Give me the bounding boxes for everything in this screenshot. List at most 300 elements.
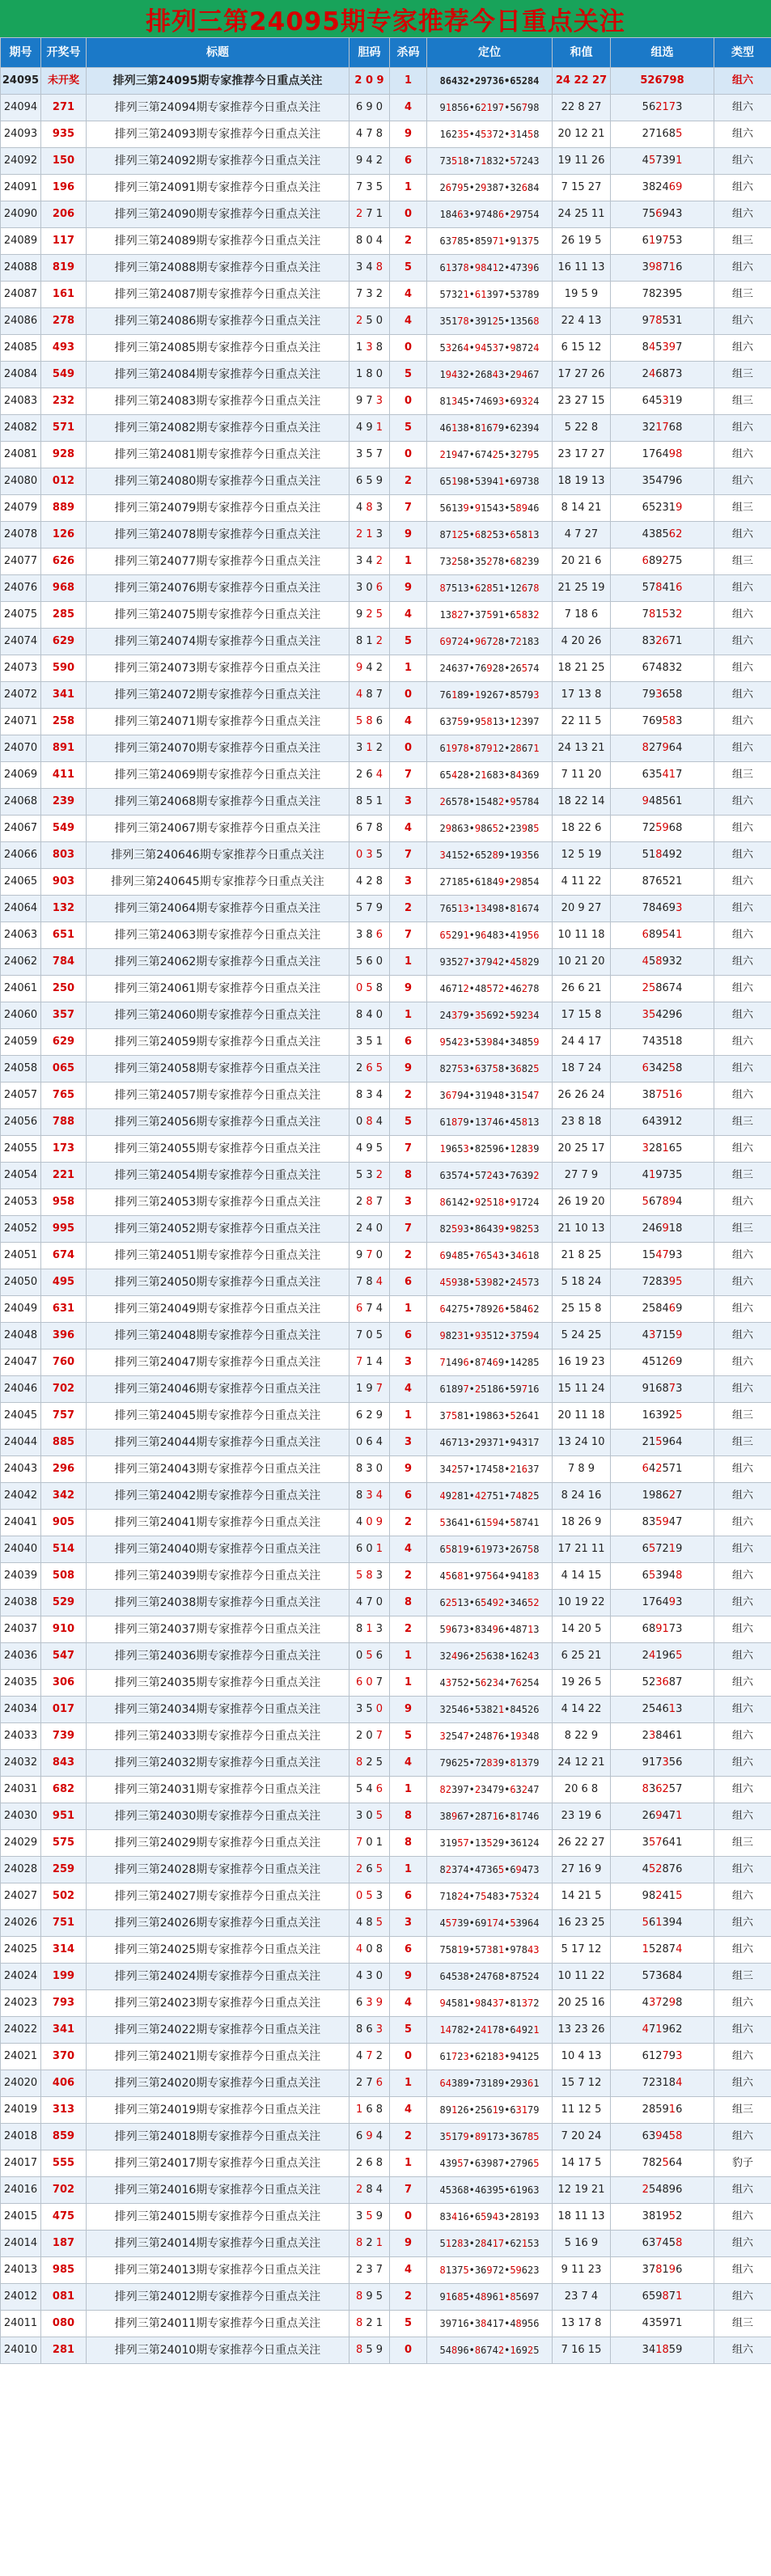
cell-sum: 4 20 26 xyxy=(553,629,611,655)
cell-sum: 13 23 26 xyxy=(553,2017,611,2044)
cell-issue: 24042 xyxy=(1,1483,41,1510)
cell-kill: 0 xyxy=(390,682,427,709)
cell-kill: 8 xyxy=(390,1830,427,1857)
cell-group: 689275 xyxy=(611,549,714,575)
cell-position: 62513•65492•34652 xyxy=(427,1590,553,1616)
cell-title[interactable]: 排列三第24040期专家推荐今日重点关注 xyxy=(87,1536,349,1563)
cell-title[interactable]: 排列三第24039期专家推荐今日重点关注 xyxy=(87,1563,349,1590)
cell-dan: 6 3 9 xyxy=(349,1990,390,2017)
cell-title[interactable]: 排列三第24038期专家推荐今日重点关注 xyxy=(87,1590,349,1616)
cell-title[interactable]: 排列三第24071期专家推荐今日重点关注 xyxy=(87,709,349,735)
cell-kill: 9 xyxy=(390,1056,427,1083)
cell-position: 76513•13498•81674 xyxy=(427,896,553,922)
cell-group: 271685 xyxy=(611,121,714,148)
cell-position: 53641•61594•58741 xyxy=(427,1510,553,1536)
cell-sum: 13 24 10 xyxy=(553,1430,611,1456)
cell-title[interactable]: 排列三第24010期专家推荐今日重点关注 xyxy=(87,2337,349,2364)
cell-issue: 24064 xyxy=(1,896,41,922)
col-header-group: 组选 xyxy=(611,38,714,68)
cell-position: 65198•53941•69738 xyxy=(427,468,553,495)
cell-kill: 6 xyxy=(390,1029,427,1056)
cell-winning: 968 xyxy=(41,575,87,602)
cell-type: 组六 xyxy=(714,1002,771,1029)
cell-kill: 9 xyxy=(390,522,427,549)
cell-title[interactable]: 排列三第24024期专家推荐今日重点关注 xyxy=(87,1964,349,1990)
cell-type: 组六 xyxy=(714,2204,771,2231)
cell-issue: 24040 xyxy=(1,1536,41,1563)
cell-dan: 2 3 7 xyxy=(349,2257,390,2284)
table-row xyxy=(1,1376,771,1403)
table-row xyxy=(1,1990,771,2017)
table-row xyxy=(1,1510,771,1536)
cell-issue: 24037 xyxy=(1,1616,41,1643)
cell-title[interactable]: 排列三第24085期专家推荐今日重点关注 xyxy=(87,335,349,362)
table-row xyxy=(1,2337,771,2364)
cell-title[interactable]: 排列三第24087期专家推荐今日重点关注 xyxy=(87,282,349,308)
cell-title[interactable]: 排列三第24070期专家推荐今日重点关注 xyxy=(87,735,349,762)
cell-title[interactable]: 排列三第24031期专家推荐今日重点关注 xyxy=(87,1777,349,1803)
cell-title[interactable]: 排列三第24061期专家推荐今日重点关注 xyxy=(87,976,349,1002)
cell-sum: 18 7 24 xyxy=(553,1056,611,1083)
cell-winning: 未开奖 xyxy=(41,68,87,95)
cell-winning: 682 xyxy=(41,1777,87,1803)
table-row xyxy=(1,1269,771,1296)
cell-winning: 475 xyxy=(41,2204,87,2231)
cell-title[interactable]: 排列三第24026期专家推荐今日重点关注 xyxy=(87,1910,349,1937)
cell-group: 653948 xyxy=(611,1563,714,1590)
cell-title[interactable]: 排列三第24027期专家推荐今日重点关注 xyxy=(87,1883,349,1910)
cell-sum: 14 21 5 xyxy=(553,1883,611,1910)
cell-title[interactable]: 排列三第24043期专家推荐今日重点关注 xyxy=(87,1456,349,1483)
cell-title[interactable]: 排列三第24048期专家推荐今日重点关注 xyxy=(87,1323,349,1349)
cell-sum: 14 17 5 xyxy=(553,2150,611,2177)
cell-kill: 2 xyxy=(390,1243,427,1269)
cell-title[interactable]: 排列三第24030期专家推荐今日重点关注 xyxy=(87,1803,349,1830)
cell-dan: 0 5 3 xyxy=(349,1883,390,1910)
cell-dan: 6 7 8 xyxy=(349,816,390,842)
cell-sum: 23 27 15 xyxy=(553,388,611,415)
cell-title[interactable]: 排列三第24035期专家推荐今日重点关注 xyxy=(87,1670,349,1697)
cell-title[interactable]: 排列三第24055期专家推荐今日重点关注 xyxy=(87,1136,349,1163)
cell-sum: 5 18 24 xyxy=(553,1269,611,1296)
cell-type: 组三 xyxy=(714,2311,771,2337)
cell-kill: 5 xyxy=(390,1723,427,1750)
cell-sum: 7 15 27 xyxy=(553,175,611,201)
cell-title[interactable]: 排列三第24090期专家推荐今日重点关注 xyxy=(87,201,349,228)
cell-group: 637458 xyxy=(611,2231,714,2257)
cell-group: 285916 xyxy=(611,2097,714,2124)
cell-kill: 1 xyxy=(390,175,427,201)
cell-winning: 271 xyxy=(41,95,87,121)
cell-position: 34257•17458•21637 xyxy=(427,1456,553,1483)
cell-sum: 18 21 25 xyxy=(553,655,611,682)
cell-type: 组六 xyxy=(714,1376,771,1403)
cell-title[interactable]: 排列三第24063期专家推荐今日重点关注 xyxy=(87,922,349,949)
cell-kill: 3 xyxy=(390,1349,427,1376)
cell-type: 组六 xyxy=(714,1056,771,1083)
cell-group: 725968 xyxy=(611,816,714,842)
cell-title[interactable]: 排列三第24017期专家推荐今日重点关注 xyxy=(87,2150,349,2177)
cell-sum: 24 4 17 xyxy=(553,1029,611,1056)
cell-title[interactable]: 排列三第24082期专家推荐今日重点关注 xyxy=(87,415,349,442)
cell-sum: 15 11 24 xyxy=(553,1376,611,1403)
cell-position: 32496•25638•16243 xyxy=(427,1643,553,1670)
cell-group: 793658 xyxy=(611,682,714,709)
cell-issue: 24068 xyxy=(1,789,41,816)
cell-title[interactable]: 排列三第24093期专家推荐今日重点关注 xyxy=(87,121,349,148)
cell-issue: 24035 xyxy=(1,1670,41,1697)
cell-sum: 18 22 6 xyxy=(553,816,611,842)
cell-dan: 2 6 5 xyxy=(349,1056,390,1083)
table-row xyxy=(1,949,771,976)
cell-type: 组六 xyxy=(714,468,771,495)
cell-title[interactable]: 排列三第24052期专家推荐今日重点关注 xyxy=(87,1216,349,1243)
cell-group: 176493 xyxy=(611,1590,714,1616)
cell-title[interactable]: 排列三第24036期专家推荐今日重点关注 xyxy=(87,1643,349,1670)
cell-type: 组三 xyxy=(714,1830,771,1857)
cell-position: 86142•92518•91724 xyxy=(427,1189,553,1216)
cell-kill: 6 xyxy=(390,1323,427,1349)
col-header-kill: 杀码 xyxy=(390,38,427,68)
table-header-row xyxy=(1,38,771,68)
cell-title[interactable]: 排列三第24058期专家推荐今日重点关注 xyxy=(87,1056,349,1083)
table-row xyxy=(1,1349,771,1376)
cell-title[interactable]: 排列三第24012期专家推荐今日重点关注 xyxy=(87,2284,349,2311)
cell-title[interactable]: 排列三第24042期专家推荐今日重点关注 xyxy=(87,1483,349,1510)
table-row xyxy=(1,1430,771,1456)
cell-issue: 24030 xyxy=(1,1803,41,1830)
table-row xyxy=(1,1029,771,1056)
cell-group: 526798 xyxy=(611,68,714,95)
cell-group: 743518 xyxy=(611,1029,714,1056)
cell-sum: 4 14 22 xyxy=(553,1697,611,1723)
cell-dan: 8 4 0 xyxy=(349,1002,390,1029)
cell-kill: 6 xyxy=(390,1483,427,1510)
cell-title[interactable]: 排列三第24073期专家推荐今日重点关注 xyxy=(87,655,349,682)
cell-position: 93527•37942•45829 xyxy=(427,949,553,976)
cell-dan: 3 4 8 xyxy=(349,255,390,282)
cell-position: 43752•56234•76254 xyxy=(427,1670,553,1697)
cell-type: 组六 xyxy=(714,201,771,228)
cell-dan: 0 6 4 xyxy=(349,1430,390,1456)
cell-position: 98231•93512•37594 xyxy=(427,1323,553,1349)
cell-title[interactable]: 排列三第24088期专家推荐今日重点关注 xyxy=(87,255,349,282)
cell-title[interactable]: 排列三第24025期专家推荐今日重点关注 xyxy=(87,1937,349,1964)
cell-title[interactable]: 排列三第24011期专家推荐今日重点关注 xyxy=(87,2311,349,2337)
cell-title[interactable]: 排列三第24046期专家推荐今日重点关注 xyxy=(87,1376,349,1403)
cell-issue: 24057 xyxy=(1,1083,41,1109)
cell-title[interactable]: 排列三第24069期专家推荐今日重点关注 xyxy=(87,762,349,789)
cell-title[interactable]: 排列三第24021期专家推荐今日重点关注 xyxy=(87,2044,349,2070)
cell-position: 63785•85971•91375 xyxy=(427,228,553,255)
table-row xyxy=(1,2284,771,2311)
cell-title[interactable]: 排列三第24091期专家推荐今日重点关注 xyxy=(87,175,349,201)
cell-type: 组六 xyxy=(714,415,771,442)
cell-kill: 6 xyxy=(390,148,427,175)
cell-type: 组六 xyxy=(714,575,771,602)
cell-issue: 24046 xyxy=(1,1376,41,1403)
cell-title[interactable]: 排列三第240646期专家推荐今日重点关注 xyxy=(87,842,349,869)
cell-kill: 3 xyxy=(390,1910,427,1937)
cell-type: 组六 xyxy=(714,1750,771,1777)
cell-position: 54896•86742•16925 xyxy=(427,2337,553,2364)
cell-title[interactable]: 排列三第24050期专家推荐今日重点关注 xyxy=(87,1269,349,1296)
cell-title[interactable]: 排列三第24016期专家推荐今日重点关注 xyxy=(87,2177,349,2204)
cell-type: 组六 xyxy=(714,1536,771,1563)
cell-title[interactable]: 排列三第24079期专家推荐今日重点关注 xyxy=(87,495,349,522)
cell-dan: 6 5 9 xyxy=(349,468,390,495)
cell-kill: 6 xyxy=(390,1269,427,1296)
table-row xyxy=(1,1883,771,1910)
cell-winning: 784 xyxy=(41,949,87,976)
cell-dan: 0 8 4 xyxy=(349,1109,390,1136)
cell-position: 45681•97564•94183 xyxy=(427,1563,553,1590)
cell-group: 723184 xyxy=(611,2070,714,2097)
cell-title[interactable]: 排列三第24089期专家推荐今日重点关注 xyxy=(87,228,349,255)
cell-title[interactable]: 排列三第24062期专家推荐今日重点关注 xyxy=(87,949,349,976)
table-row xyxy=(1,1109,771,1136)
cell-dan: 4 0 9 xyxy=(349,1510,390,1536)
cell-type: 组三 xyxy=(714,549,771,575)
cell-winning: 341 xyxy=(41,2017,87,2044)
cell-issue: 24053 xyxy=(1,1189,41,1216)
cell-issue: 24069 xyxy=(1,762,41,789)
cell-winning: 702 xyxy=(41,1376,87,1403)
cell-kill: 0 xyxy=(390,2044,427,2070)
cell-dan: 6 9 0 xyxy=(349,95,390,121)
cell-title[interactable]: 排列三第24049期专家推荐今日重点关注 xyxy=(87,1296,349,1323)
cell-group: 643912 xyxy=(611,1109,714,1136)
cell-kill: 5 xyxy=(390,2311,427,2337)
cell-title[interactable]: 排列三第24076期专家推荐今日重点关注 xyxy=(87,575,349,602)
cell-kill: 1 xyxy=(390,1403,427,1430)
cell-sum: 5 22 8 xyxy=(553,415,611,442)
cell-sum: 17 27 26 xyxy=(553,362,611,388)
cell-title[interactable]: 排列三第24013期专家推荐今日重点关注 xyxy=(87,2257,349,2284)
cell-group: 782395 xyxy=(611,282,714,308)
cell-dan: 5 3 2 xyxy=(349,1163,390,1189)
cell-dan: 8 1 2 xyxy=(349,629,390,655)
cell-title[interactable]: 排列三第24095期专家推荐今日重点关注 xyxy=(87,68,349,95)
cell-kill: 2 xyxy=(390,2124,427,2150)
recommendation-table xyxy=(0,37,771,2364)
cell-dan: 7 8 4 xyxy=(349,1269,390,1296)
table-row xyxy=(1,442,771,468)
cell-title[interactable]: 排列三第24064期专家推荐今日重点关注 xyxy=(87,896,349,922)
cell-issue: 24020 xyxy=(1,2070,41,2097)
cell-position: 61879•13746•45813 xyxy=(427,1109,553,1136)
cell-type: 组六 xyxy=(714,2177,771,2204)
cell-type: 组六 xyxy=(714,869,771,896)
cell-type: 组六 xyxy=(714,255,771,282)
cell-title[interactable]: 排列三第24029期专家推荐今日重点关注 xyxy=(87,1830,349,1857)
cell-issue: 24017 xyxy=(1,2150,41,2177)
cell-title[interactable]: 排列三第24078期专家推荐今日重点关注 xyxy=(87,522,349,549)
cell-group: 642571 xyxy=(611,1456,714,1483)
cell-group: 269471 xyxy=(611,1803,714,1830)
table-row xyxy=(1,1830,771,1857)
cell-title[interactable]: 排列三第24032期专家推荐今日重点关注 xyxy=(87,1750,349,1777)
cell-winning: 995 xyxy=(41,1216,87,1243)
cell-sum: 27 7 9 xyxy=(553,1163,611,1189)
cell-title[interactable]: 排列三第24033期专家推荐今日重点关注 xyxy=(87,1723,349,1750)
cell-title[interactable]: 排列三第24037期专家推荐今日重点关注 xyxy=(87,1616,349,1643)
cell-title[interactable]: 排列三第24022期专家推荐今日重点关注 xyxy=(87,2017,349,2044)
cell-group: 451269 xyxy=(611,1349,714,1376)
cell-kill: 1 xyxy=(390,1670,427,1697)
cell-winning: 571 xyxy=(41,415,87,442)
table-row xyxy=(1,1590,771,1616)
table-row xyxy=(1,2044,771,2070)
cell-issue: 24055 xyxy=(1,1136,41,1163)
cell-dan: 2 6 4 xyxy=(349,762,390,789)
cell-dan: 1 3 8 xyxy=(349,335,390,362)
cell-kill: 1 xyxy=(390,2070,427,2097)
cell-title[interactable]: 排列三第24086期专家推荐今日重点关注 xyxy=(87,308,349,335)
cell-title[interactable]: 排列三第24074期专家推荐今日重点关注 xyxy=(87,629,349,655)
cell-title[interactable]: 排列三第24060期专家推荐今日重点关注 xyxy=(87,1002,349,1029)
cell-winning: 081 xyxy=(41,2284,87,2311)
cell-kill: 1 xyxy=(390,68,427,95)
cell-dan: 7 0 1 xyxy=(349,1830,390,1857)
cell-dan: 2 6 8 xyxy=(349,2150,390,2177)
cell-dan: 5 6 0 xyxy=(349,949,390,976)
cell-issue: 24013 xyxy=(1,2257,41,2284)
cell-type: 组六 xyxy=(714,1269,771,1296)
cell-issue: 24071 xyxy=(1,709,41,735)
cell-title[interactable]: 排列三第240645期专家推荐今日重点关注 xyxy=(87,869,349,896)
cell-winning: 905 xyxy=(41,1510,87,1536)
cell-group: 438562 xyxy=(611,522,714,549)
cell-sum: 20 12 21 xyxy=(553,121,611,148)
cell-title[interactable]: 排列三第24075期专家推荐今日重点关注 xyxy=(87,602,349,629)
cell-issue: 24041 xyxy=(1,1510,41,1536)
cell-title[interactable]: 排列三第24057期专家推荐今日重点关注 xyxy=(87,1083,349,1109)
cell-title[interactable]: 排列三第24015期专家推荐今日重点关注 xyxy=(87,2204,349,2231)
cell-title[interactable]: 排列三第24034期专家推荐今日重点关注 xyxy=(87,1697,349,1723)
cell-group: 328165 xyxy=(611,1136,714,1163)
cell-kill: 1 xyxy=(390,949,427,976)
cell-sum: 10 19 22 xyxy=(553,1590,611,1616)
cell-winning: 889 xyxy=(41,495,87,522)
cell-title[interactable]: 排列三第24056期专家推荐今日重点关注 xyxy=(87,1109,349,1136)
cell-kill: 1 xyxy=(390,1643,427,1670)
cell-dan: 3 1 2 xyxy=(349,735,390,762)
cell-title[interactable]: 排列三第24084期专家推荐今日重点关注 xyxy=(87,362,349,388)
cell-issue: 24094 xyxy=(1,95,41,121)
cell-title[interactable]: 排列三第24092期专家推荐今日重点关注 xyxy=(87,148,349,175)
cell-position: 59673•83496•48713 xyxy=(427,1616,553,1643)
cell-title[interactable]: 排列三第24072期专家推荐今日重点关注 xyxy=(87,682,349,709)
cell-winning: 342 xyxy=(41,1483,87,1510)
cell-sum: 7 11 20 xyxy=(553,762,611,789)
cell-sum: 5 24 25 xyxy=(553,1323,611,1349)
table-row xyxy=(1,228,771,255)
cell-title[interactable]: 排列三第24068期专家推荐今日重点关注 xyxy=(87,789,349,816)
table-row xyxy=(1,976,771,1002)
cell-sum: 17 21 11 xyxy=(553,1536,611,1563)
cell-position: 73518•71832•57243 xyxy=(427,148,553,175)
cell-issue: 24022 xyxy=(1,2017,41,2044)
cell-winning: 495 xyxy=(41,1269,87,1296)
table-row xyxy=(1,468,771,495)
cell-title[interactable]: 排列三第24077期专家推荐今日重点关注 xyxy=(87,549,349,575)
table-row xyxy=(1,922,771,949)
cell-title[interactable]: 排列三第24045期专家推荐今日重点关注 xyxy=(87,1403,349,1430)
table-row xyxy=(1,1723,771,1750)
cell-sum: 10 11 18 xyxy=(553,922,611,949)
cell-group: 357641 xyxy=(611,1830,714,1857)
cell-title[interactable]: 排列三第24023期专家推荐今日重点关注 xyxy=(87,1990,349,2017)
table-row xyxy=(1,762,771,789)
cell-winning: 314 xyxy=(41,1937,87,1964)
cell-position: 64389•73189•29361 xyxy=(427,2070,553,2097)
cell-group: 916873 xyxy=(611,1376,714,1403)
table-row xyxy=(1,709,771,735)
cell-title[interactable]: 排列三第24047期专家推荐今日重点关注 xyxy=(87,1349,349,1376)
cell-position: 34152•65289•19356 xyxy=(427,842,553,869)
cell-dan: 3 8 6 xyxy=(349,922,390,949)
cell-title[interactable]: 排列三第24059期专家推荐今日重点关注 xyxy=(87,1029,349,1056)
cell-sum: 5 17 12 xyxy=(553,1937,611,1964)
cell-issue: 24070 xyxy=(1,735,41,762)
cell-position: 69724•96728•72183 xyxy=(427,629,553,655)
cell-title[interactable]: 排列三第24053期专家推荐今日重点关注 xyxy=(87,1189,349,1216)
cell-dan: 6 0 1 xyxy=(349,1536,390,1563)
cell-winning: 843 xyxy=(41,1750,87,1777)
cell-position: 86432•29736•65284 xyxy=(427,68,553,95)
cell-title[interactable]: 排列三第24020期专家推荐今日重点关注 xyxy=(87,2070,349,2097)
cell-title[interactable]: 排列三第24067期专家推荐今日重点关注 xyxy=(87,816,349,842)
cell-title[interactable]: 排列三第24014期专家推荐今日重点关注 xyxy=(87,2231,349,2257)
cell-kill: 4 xyxy=(390,308,427,335)
cell-title[interactable]: 排列三第24044期专家推荐今日重点关注 xyxy=(87,1430,349,1456)
cell-kill: 3 xyxy=(390,1430,427,1456)
cell-title[interactable]: 排列三第24081期专家推荐今日重点关注 xyxy=(87,442,349,468)
cell-title[interactable]: 排列三第24083期专家推荐今日重点关注 xyxy=(87,388,349,415)
cell-position: 65428•21683•84369 xyxy=(427,762,553,789)
cell-title[interactable]: 排列三第24018期专家推荐今日重点关注 xyxy=(87,2124,349,2150)
table-row xyxy=(1,842,771,869)
table-row xyxy=(1,201,771,228)
cell-title[interactable]: 排列三第24028期专家推荐今日重点关注 xyxy=(87,1857,349,1883)
cell-issue: 24052 xyxy=(1,1216,41,1243)
table-row xyxy=(1,308,771,335)
cell-dan: 7 0 5 xyxy=(349,1323,390,1349)
cell-winning: 885 xyxy=(41,1430,87,1456)
cell-title[interactable]: 排列三第24051期专家推荐今日重点关注 xyxy=(87,1243,349,1269)
cell-title[interactable]: 排列三第24019期专家推荐今日重点关注 xyxy=(87,2097,349,2124)
cell-group: 437298 xyxy=(611,1990,714,2017)
table-row xyxy=(1,95,771,121)
cell-position: 64275•78926•58462 xyxy=(427,1296,553,1323)
cell-title[interactable]: 排列三第24094期专家推荐今日重点关注 xyxy=(87,95,349,121)
cell-type: 组六 xyxy=(714,789,771,816)
cell-type: 组三 xyxy=(714,1430,771,1456)
cell-position: 81345•74693•69324 xyxy=(427,388,553,415)
cell-dan: 6 0 7 xyxy=(349,1670,390,1697)
table-row xyxy=(1,2070,771,2097)
cell-title[interactable]: 排列三第24054期专家推荐今日重点关注 xyxy=(87,1163,349,1189)
cell-winning: 935 xyxy=(41,121,87,148)
cell-winning: 910 xyxy=(41,1616,87,1643)
cell-issue: 24036 xyxy=(1,1643,41,1670)
cell-title[interactable]: 排列三第24041期专家推荐今日重点关注 xyxy=(87,1510,349,1536)
cell-type: 组六 xyxy=(714,1563,771,1590)
cell-title[interactable]: 排列三第24080期专家推荐今日重点关注 xyxy=(87,468,349,495)
cell-dan: 4 7 2 xyxy=(349,2044,390,2070)
cell-issue: 24080 xyxy=(1,468,41,495)
